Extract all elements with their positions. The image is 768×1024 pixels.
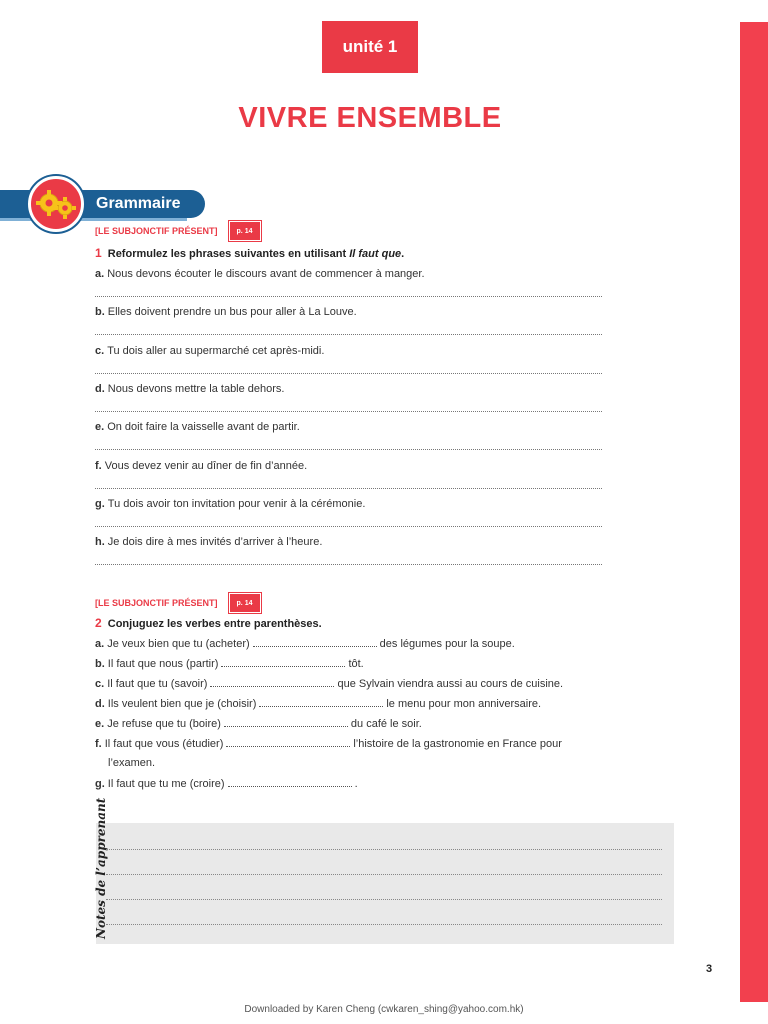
exercise2-item [95, 738, 562, 750]
item-after: l’histoire de la gastronomie en France pour [353, 738, 562, 750]
item-text: Je dois dire à mes invités d’arriver à l’heure. [107, 536, 323, 548]
item-text: Vous devez venir au dîner de fin d’année. [104, 460, 308, 472]
exercise1-page-ref-icon: p. 14 [230, 222, 260, 240]
notes-line[interactable] [106, 849, 662, 850]
item-letter: e. [95, 421, 105, 433]
item-letter: h. [95, 536, 105, 548]
exercise2-item [95, 698, 541, 710]
side-color-bar [740, 22, 768, 1002]
item-letter: g. [95, 778, 105, 790]
exercise1-item [95, 460, 307, 472]
item-before: Je veux bien que tu (acheter) [107, 638, 250, 650]
item-before: Ils veulent bien que je (choisir) [107, 698, 257, 710]
fill-blank[interactable] [259, 706, 383, 707]
exercise1-item [95, 345, 324, 357]
item-text: Nous devons mettre la table dehors. [107, 383, 285, 395]
exercise1-item [95, 498, 365, 510]
exercise1-header [95, 222, 260, 240]
answer-line[interactable] [95, 449, 602, 450]
exercise1-item [95, 383, 285, 395]
item-letter: f. [95, 460, 102, 472]
gears-icon [28, 176, 84, 232]
item-after: des légumes pour la soupe. [379, 638, 515, 650]
download-footer: Downloaded by Karen Cheng (cwkaren_shing@yahoo.com.hk) [244, 1004, 524, 1015]
item-letter: f. [95, 738, 102, 750]
exercise1-instruction: 1 Reformulez les phrases suivantes en utilisant Il faut que. [95, 246, 405, 260]
notes-box[interactable] [96, 823, 674, 944]
item-letter: e. [95, 718, 105, 730]
item-before: Il faut que nous (partir) [107, 658, 219, 670]
exercise2-item [95, 678, 563, 690]
item-continuation: l’examen. [108, 757, 156, 769]
exercise1-item [95, 268, 425, 280]
item-letter: d. [95, 698, 105, 710]
item-letter: b. [95, 658, 105, 670]
item-text: Elles doivent prendre un bus pour aller à La Louve. [107, 306, 357, 318]
exercise2-item [95, 778, 358, 790]
item-letter: a. [95, 638, 105, 650]
unit-badge: unité 1 [322, 21, 418, 73]
item-letter: g. [95, 498, 105, 510]
fill-blank[interactable] [210, 686, 334, 687]
answer-line[interactable] [95, 373, 602, 374]
notes-label: Notes de l’apprenant [94, 797, 108, 939]
fill-blank[interactable] [224, 726, 348, 727]
item-letter: d. [95, 383, 105, 395]
fill-blank[interactable] [228, 786, 352, 787]
exercise2-header [95, 594, 260, 612]
fill-blank[interactable] [226, 746, 350, 747]
item-after: que Sylvain viendra aussi au cours de cuisine. [337, 678, 564, 690]
exercise1-tag: [LE SUBJONCTIF PRÉSENT] [95, 226, 218, 236]
notes-line[interactable] [106, 899, 662, 900]
item-text: On doit faire la vaisselle avant de partir. [107, 421, 300, 433]
notes-line[interactable] [106, 924, 662, 925]
item-before: Il faut que vous (étudier) [104, 738, 224, 750]
answer-line[interactable] [95, 296, 602, 297]
answer-line[interactable] [95, 488, 602, 489]
item-after: tôt. [348, 658, 364, 670]
item-before: Je refuse que tu (boire) [107, 718, 221, 730]
item-text: Tu dois avoir ton invitation pour venir à la cérémonie. [107, 498, 366, 510]
item-letter: a. [95, 268, 105, 280]
exercise1-number: 1 [95, 246, 102, 260]
item-letter: b. [95, 306, 105, 318]
answer-line[interactable] [95, 334, 602, 335]
item-text: Nous devons écouter le discours avant de commencer à manger. [107, 268, 425, 280]
page-number: 3 [706, 963, 713, 975]
exercise2-item [95, 638, 515, 650]
item-after: du café le soir. [350, 718, 422, 730]
item-after: le menu pour mon anniversaire. [386, 698, 542, 710]
exercise2-instruction: 2 Conjuguez les verbes entre parenthèses. [95, 616, 322, 630]
item-before: Il faut que tu me (croire) [107, 778, 225, 790]
exercise2-tag: [LE SUBJONCTIF PRÉSENT] [95, 598, 218, 608]
item-text: Tu dois aller au supermarché cet après-midi. [107, 345, 325, 357]
exercise1-item [95, 306, 357, 318]
item-before: Il faut que tu (savoir) [107, 678, 208, 690]
item-letter: c. [95, 345, 105, 357]
item-after: . [354, 778, 358, 790]
exercise2-number: 2 [95, 616, 102, 630]
exercise2-page-ref-icon: p. 14 [230, 594, 260, 612]
notes-line[interactable] [106, 874, 662, 875]
section-label: Grammaire [96, 195, 181, 212]
fill-blank[interactable] [253, 646, 377, 647]
exercise1-item [95, 421, 300, 433]
page-title: VIVRE ENSEMBLE [238, 102, 502, 134]
exercise2-item [95, 658, 364, 670]
answer-line[interactable] [95, 411, 602, 412]
exercise1-item [95, 536, 322, 548]
item-letter: c. [95, 678, 105, 690]
answer-line[interactable] [95, 564, 602, 565]
answer-line[interactable] [95, 526, 602, 527]
exercise2-item [95, 718, 422, 730]
fill-blank[interactable] [221, 666, 345, 667]
